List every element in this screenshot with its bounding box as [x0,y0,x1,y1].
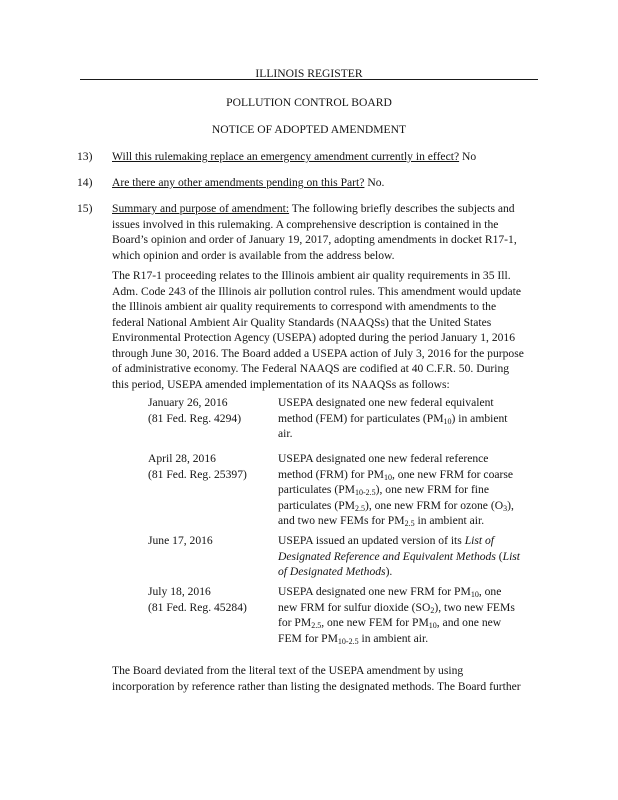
entry-description-line: USEPA designated one new FRM for $PM_{10}$, one [278,585,502,599]
paragraph-line: the Illinois ambient air quality requirements to correspond with amendments to the [112,300,497,313]
notice-title: NOTICE OF ADOPTED AMENDMENT [211,123,407,136]
entry-date: April 28, 2016 [148,452,216,465]
question-answer: No. [367,176,385,189]
entry-description-line: USEPA designated one new federal equivalent [278,396,494,409]
paragraph-line: this period, USEPA amended implementation of its NAAQSs as follows: [112,377,450,391]
body-paragraph-2 [112,663,542,694]
question-text: Summary and purpose of amendment: [112,202,290,215]
entry-description-line: and two new FEMs for $PM_{2.5}$ in ambient air. [278,514,485,528]
question-number: 14) [77,176,93,189]
summary-line: The following briefly describes the subjects and [291,202,515,215]
paragraph-line: incorporation by reference rather than listing the designated methods. The Board further [112,679,521,693]
entry-date: June 17, 2016 [148,534,213,547]
entry-description-line: USEPA designated one new federal reference [278,452,489,465]
entry-description-line: FEM for $PM_{10-2.5}$ in ambient air. [278,631,429,646]
entry-description-line: air. [278,427,293,440]
entry-description-line: method (FRM) for $PM_{10}$, one new FRM for coarse [278,467,514,482]
paragraph-line: federal National Ambient Air Quality Standards (NAAQSs) that the United States [112,315,492,329]
question-number: 13) [77,150,93,163]
question-answer: No [462,150,477,163]
entry-description-line: for $PM_{2.5}$, one new FEM for $PM_{10}$, and one new [278,616,502,630]
entry-description-line: method (FEM) for particulates $(PM_{10})$ in ambient [278,411,508,426]
entry-description-line: USEPA issued an updated version of its List of [278,534,495,547]
entry-description-line: particulates $(PM_{10-2.5})$, one new FRM for fine [278,483,489,497]
paragraph-line: The R17-1 proceeding relates to the Illinois ambient air quality requirements in 35 Ill. [112,269,511,282]
body-paragraph-1 [112,268,542,392]
board-name: POLLUTION CONTROL BOARD [226,96,392,109]
entry-description-line: Designated Reference and Equivalent Methods (List [278,549,521,563]
summary-line: which opinion and order is available from the address below. [112,248,395,262]
paragraph-line: Environmental Protection Agency (USEPA) adopted during the period January 1, 2016 [112,331,516,344]
paragraph-line: Adm. Code 243 of the Illinois air pollution control rules. This amendment would update [112,284,522,298]
question-text: Will this rulemaking replace an emergency amendment currently in effect? [112,150,460,163]
entry-description-line: particulates $(PM_{2.5})$, one new FRM for ozone $(O_3)$, [278,498,514,513]
paragraph-line: through June 30, 2016. The Board added a USEPA action of July 3, 2016 for the purpose [112,346,524,360]
entry-date: January 26, 2016 [148,396,228,409]
question-number: 15) [77,202,93,215]
entry-citation: (81 Fed. Reg. 45284) [148,600,247,614]
entry-date: July 18, 2016 [148,585,211,598]
question-text: Are there any other amendments pending on this Part? [112,176,365,189]
summary-line: Board’s opinion and order of January 19, 2017, adopting amendments in docket R17-1, [112,233,517,246]
paragraph-line: The Board deviated from the literal text of the USEPA amendment by using [112,664,464,677]
entry-citation: (81 Fed. Reg. 4294) [148,411,242,425]
header-divider [80,79,538,80]
entry-description-line: new FRM for sulfur dioxide $(SO_2)$, two new FEMs [278,600,515,615]
entry-citation: (81 Fed. Reg. 25397) [148,467,247,481]
entry-description-line: of Designated Methods). [278,565,393,578]
register-title: ILLINOIS REGISTER [255,67,363,80]
paragraph-line: of administrative economy. The Federal NAAQS are codified at 40 C.F.R. 50. During [112,362,510,375]
summary-line: issues involved in this rulemaking. A comprehensive description is contained in the [112,217,499,231]
